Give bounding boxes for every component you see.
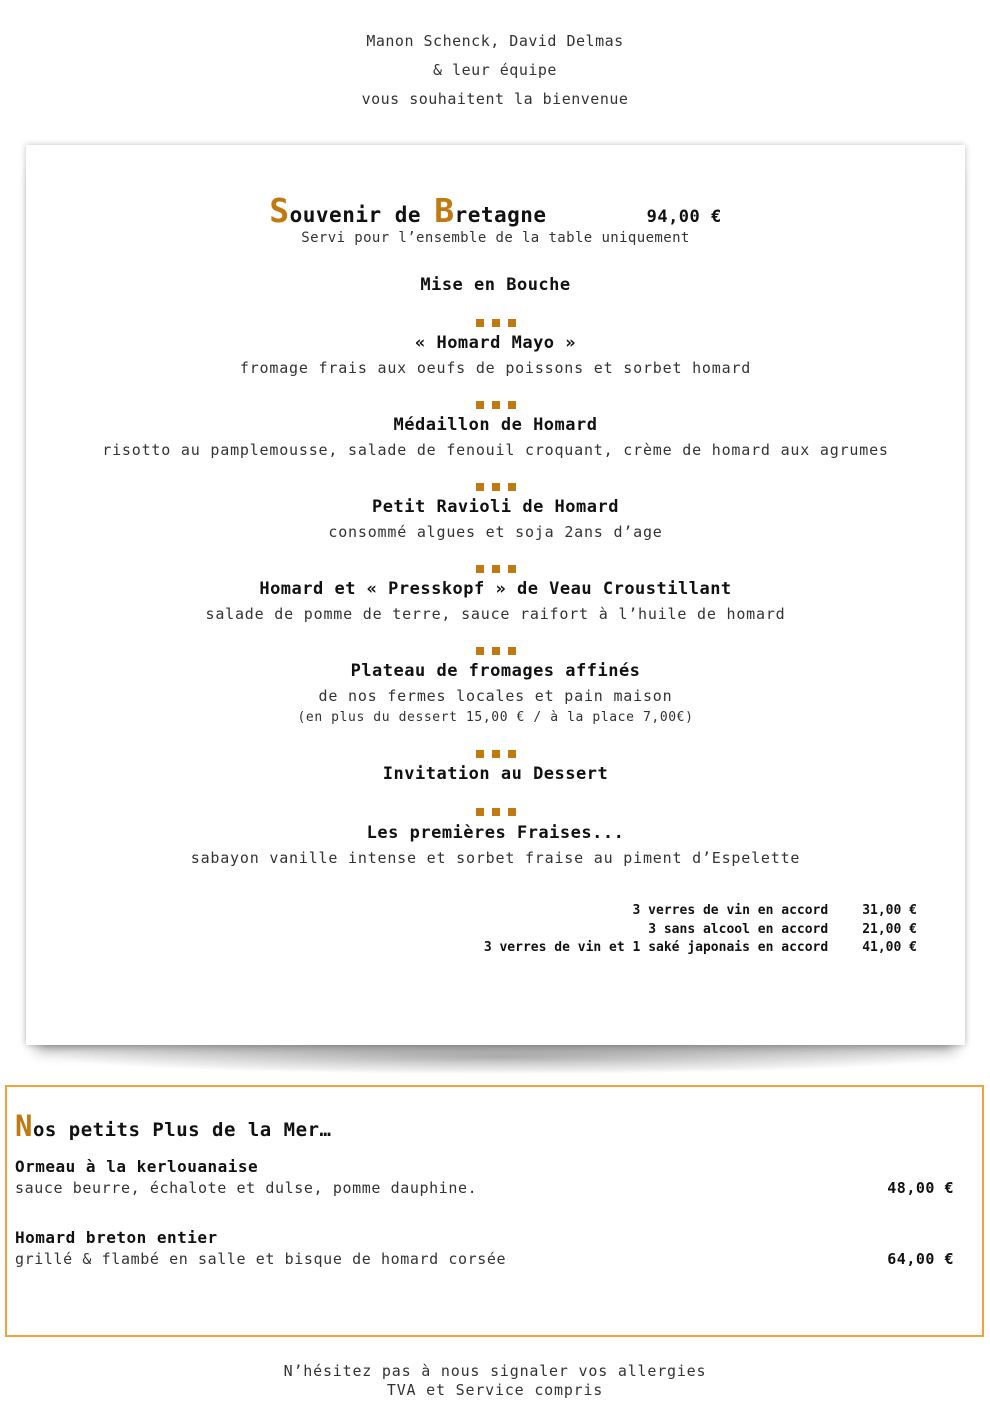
pairing-price: 21,00 € [862,921,917,937]
extra-item-name: Ormeau à la kerlouanaise [15,1157,259,1176]
title-initial-s: S [269,191,290,230]
course-title: Les premières Fraises... [366,823,625,843]
extra-item-description: grillé & flambé en salle et bisque de homard corsée [15,1250,507,1268]
pairing-label: 3 verres de vin en accord [632,903,829,918]
pairing-label: 3 verres de vin et 1 saké japonais en accord [483,940,829,955]
separator-dots [26,640,965,648]
title-initial-b: B [434,191,455,230]
welcome-line-3: vous souhaitent la bienvenue [361,90,629,108]
separator-dots [26,476,965,484]
course-description: consommé algues et soja 2ans d’age [328,523,663,541]
menu-price: 94,00 € [646,207,722,227]
pairing-price: 31,00 € [862,903,917,918]
tasting-menu-card [26,145,965,1045]
course-note: (en plus du dessert 15,00 € / à la place 7,00€) [297,710,694,725]
welcome-line-2: & leur équipe [433,61,557,79]
extras-title: Nos petits Plus de la Mer… [15,1109,332,1143]
course-title: Homard et « Presskopf » de Veau Croustillant [259,579,732,599]
course-description: de nos fermes locales et pain maison [318,687,673,705]
welcome-header [0,27,990,114]
course-title: Mise en Bouche [420,275,571,295]
footer [0,1362,990,1400]
extra-item-description: sauce beurre, échalote et dulse, pomme dauphine. [15,1179,478,1197]
separator-dots [26,312,965,320]
extra-item-price: 64,00 € [887,1250,954,1268]
separator-dots [26,743,965,751]
course-title: « Homard Mayo » [414,333,577,353]
sea-extras-box [5,1085,984,1337]
course-description: fromage frais aux oeufs de poissons et sorbet homard [239,359,752,377]
course-description: sabayon vanille intense et sorbet fraise au piment d’Espelette [190,849,801,867]
pairing-row [484,921,917,940]
course-title: Petit Ravioli de Homard [372,497,619,517]
separator-dots [26,801,965,809]
card-shadow [60,1040,940,1074]
pairing-label: 3 sans alcool en accord [648,921,829,937]
extras-title-initial: N [15,1109,33,1143]
menu-subtitle: Servi pour l’ensemble de la table uniquement [301,230,690,246]
course-title: Plateau de fromages affinés [350,661,641,681]
separator-dots [26,558,965,566]
allergy-notice: N’hésitez pas à nous signaler vos allergies [283,1362,707,1380]
welcome-line-1: Manon Schenck, David Delmas [366,32,624,50]
pairing-row [484,902,917,921]
extra-item-name: Homard breton entier [15,1228,218,1247]
pairing-row [484,939,917,958]
course-title: Invitation au Dessert [382,764,609,784]
menu-title: Souvenir de Bretagne 94,00 € [269,191,722,230]
course-title: Médaillon de Homard [393,415,598,435]
course-description: salade de pomme de terre, sauce raifort à l’huile de homard [205,605,786,623]
wine-pairings [484,902,917,958]
pairing-price: 41,00 € [862,940,917,955]
tax-service-notice: TVA et Service compris [386,1381,604,1399]
separator-dots [26,394,965,402]
course-description: risotto au pamplemousse, salade de fenouil croquant, crème de homard aux agrumes [102,441,889,459]
extra-item-price: 48,00 € [887,1179,954,1197]
